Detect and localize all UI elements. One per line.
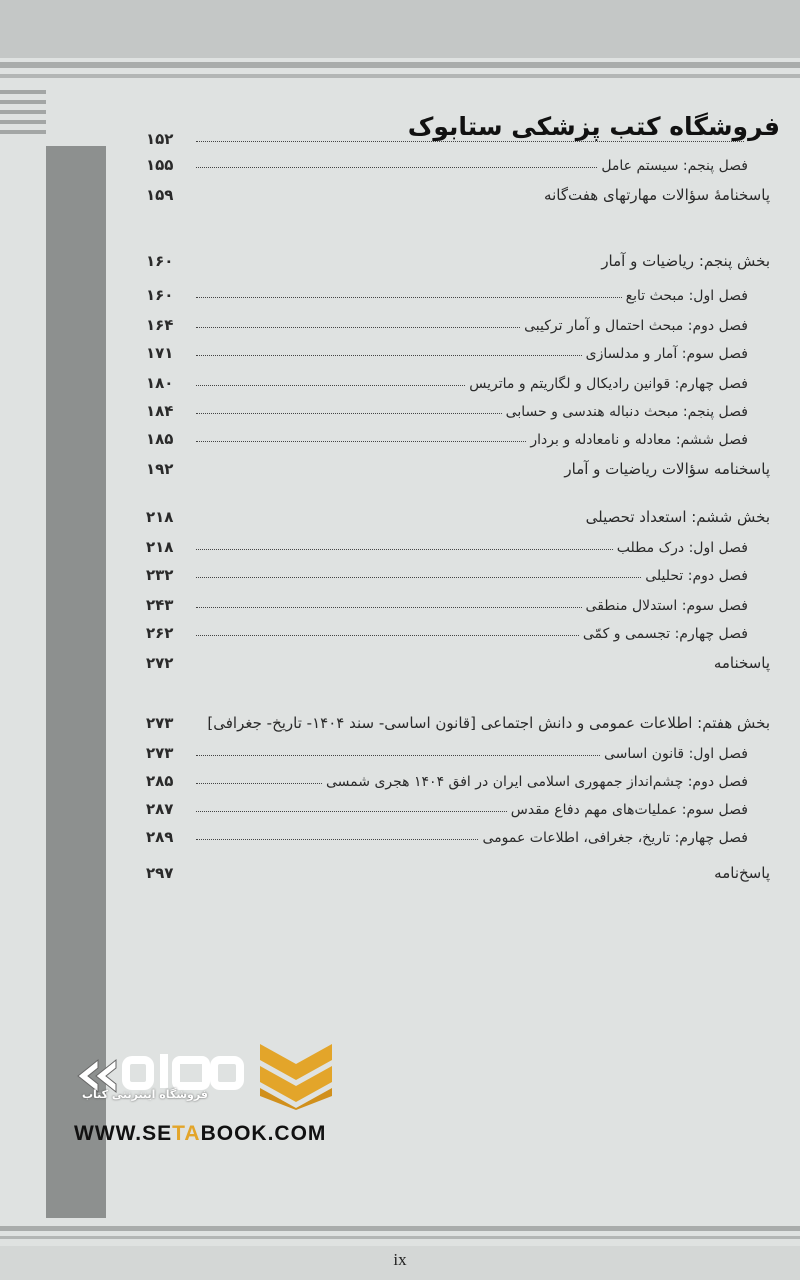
- toc-entry-label: بخش هفتم: اطلاعات عمومی و دانش اجتماعی [قانون اساسی- سند ۱۴۰۴- تاریخ- جغرافی]: [207, 714, 770, 732]
- dot-leader: [196, 296, 622, 298]
- toc-page-number: ۲۸۷: [146, 800, 174, 818]
- toc-entry-label: پاسخنامه سؤالات ریاضیات و آمار: [564, 460, 770, 478]
- toc-entry-label: فصل سوم: استدلال منطقی: [585, 598, 748, 614]
- dot-leader: [196, 782, 322, 784]
- toc-page-number: ۲۸۵: [146, 772, 174, 790]
- dot-leader: [196, 354, 582, 356]
- toc-entry-label: فصل پنجم: سیستم عامل: [601, 158, 748, 174]
- toc-page-number: ۱۸۵: [146, 430, 174, 448]
- toc-chapter-row: [120, 760, 770, 790]
- toc-page-number: ۱۸۰: [146, 374, 174, 392]
- dot-leader: [196, 665, 710, 666]
- toc-page-number: ۲۷۲: [146, 654, 174, 672]
- dot-leader: [196, 519, 582, 520]
- toc-entry-label: فصل سوم: عملیات‌های مهم دفاع مقدس: [510, 802, 748, 818]
- page-number: ix: [393, 1250, 407, 1269]
- top-stripe-line: [0, 74, 800, 78]
- toc-page-number: ۱۶۰: [146, 252, 174, 270]
- toc-chapter-row: [120, 144, 770, 174]
- toc-page-number: ۱۶۴: [146, 316, 174, 334]
- toc-chapter-row: [120, 732, 770, 762]
- url-prefix: WWW.SE: [74, 1122, 173, 1145]
- toc-chapter-row: [120, 390, 770, 420]
- toc-entry-label: فصل پنجم: مبحث دنباله هندسی و حسابی: [505, 404, 748, 420]
- toc-page-number: ۱۸۴: [146, 402, 174, 420]
- toc-page-number: ۲۴۳: [146, 596, 174, 614]
- left-bar: [0, 130, 46, 134]
- url-suffix: BOOK.COM: [200, 1122, 327, 1145]
- dot-leader: [196, 838, 478, 840]
- toc-page-number: ۲۹۷: [146, 864, 174, 882]
- toc-page-number: ۲۱۸: [146, 508, 174, 526]
- toc-section-row: [120, 240, 770, 270]
- toc-page-number: ۱۵۲: [146, 130, 174, 148]
- dot-leader: [196, 548, 613, 550]
- top-stripe: [0, 0, 800, 58]
- toc-section-row: [120, 702, 770, 732]
- dot-leader: [196, 326, 520, 328]
- toc-chapter-row: [120, 274, 770, 304]
- toc-page-number: ۱۹۲: [146, 460, 174, 478]
- toc-chapter-row: [120, 526, 770, 556]
- toc-entry-label: فصل اول: قانون اساسی: [604, 746, 748, 762]
- dot-leader: [196, 754, 600, 756]
- left-bar: [0, 90, 46, 94]
- toc-entry-label: بخش پنجم: ریاضیات و آمار: [601, 252, 770, 270]
- toc-entry-label: بخش ششم: استعداد تحصیلی: [585, 508, 770, 526]
- toc-entry-label: فصل چهارم: تجسمی و کمّی: [582, 626, 748, 642]
- toc-chapter-row: [120, 612, 770, 642]
- bottom-stripe-line: [0, 1226, 800, 1231]
- dot-leader: [196, 634, 579, 636]
- dot-leader: [196, 440, 526, 442]
- toc-section-row: [120, 642, 770, 672]
- toc-page-number: ۱۶۰: [146, 286, 174, 304]
- left-bar: [0, 120, 46, 124]
- dot-leader: [196, 197, 540, 198]
- toc-entry-label: فصل ششم: معادله و نامعادله و بردار: [530, 432, 748, 448]
- left-bar: [0, 110, 46, 114]
- watermark-banner: فروشگاه کتب پزشکی ستابوک: [407, 112, 780, 141]
- toc-page-number: ۲۷۳: [146, 744, 174, 762]
- dot-leader: [196, 166, 597, 168]
- toc-chapter-row: [120, 304, 770, 334]
- toc-entry-label: فصل سوم: آمار و مدلسازی: [585, 346, 748, 362]
- toc-page-number: ۲۶۲: [146, 624, 174, 642]
- dot-leader: [196, 576, 641, 578]
- chevron-logo-icon: [256, 1040, 336, 1110]
- toc-entry-label: فصل چهارم: تاریخ، جغرافی، اطلاعات عمومی: [482, 830, 748, 846]
- toc-page-number: ۱۷۱: [146, 344, 174, 362]
- toc-entry-label: پاسخنامه: [713, 654, 770, 672]
- toc-entry-label: فصل دوم: چشم‌انداز جمهوری اسلامی ایران در افق ۱۴۰۴ هجری شمسی: [326, 774, 748, 790]
- toc-section-row: [120, 852, 770, 882]
- bottom-stripe-line: [0, 1236, 800, 1239]
- toc-chapter-row: [120, 816, 770, 846]
- toc-entry-label: فصل اول: مبحث تابع: [625, 288, 748, 304]
- toc-entry-label: فصل اول: درک مطلب: [616, 540, 748, 556]
- toc-chapter-row: [120, 584, 770, 614]
- toc-entry-label: فصل چهارم: قوانین رادیکال و لگاریتم و ماتریس: [469, 376, 748, 392]
- toc-page-number: ۱۵۵: [146, 156, 174, 174]
- toc-page-number: ۲۷۳: [146, 714, 174, 732]
- website-url: [74, 1122, 326, 1146]
- url-accent: TA: [172, 1122, 201, 1145]
- toc-chapter-row: [120, 788, 770, 818]
- dot-leader: [196, 471, 560, 472]
- toc-entry-label: پاسخنامهٔ سؤالات مهارتهای هفت‌گانه: [544, 186, 770, 204]
- dot-leader: [196, 412, 502, 414]
- left-bar: [0, 100, 46, 104]
- toc-page-number: ۲۱۸: [146, 538, 174, 556]
- toc-entry-label: فصل دوم: مبحث احتمال و آمار ترکیبی: [524, 318, 748, 334]
- toc-chapter-row: [120, 332, 770, 362]
- toc-entry-label: فصل دوم: تحلیلی: [645, 568, 748, 584]
- dot-leader: [196, 606, 582, 608]
- dot-leader: [196, 384, 465, 386]
- dot-leader: [196, 875, 710, 876]
- dot-leader: [196, 263, 597, 264]
- logo-subtitle: فروشگاه اینترنتی کتاب: [82, 1088, 208, 1101]
- toc-section-row: [120, 496, 770, 526]
- toc-section-row: [120, 174, 770, 204]
- dot-leader: [196, 810, 507, 812]
- toc-chapter-row: [120, 362, 770, 392]
- toc-page-number: ۱۵۹: [146, 186, 174, 204]
- toc-chapter-row: [120, 554, 770, 584]
- setabook-logo: [64, 1040, 344, 1150]
- toc-page-number: ۲۸۹: [146, 828, 174, 846]
- toc-chapter-row: [120, 418, 770, 448]
- dot-leader: [196, 725, 203, 726]
- toc-entry-label: پاسخ‌نامه: [714, 864, 770, 882]
- toc-page-number: ۲۳۲: [146, 566, 174, 584]
- toc-section-row: [120, 448, 770, 478]
- top-stripe-line: [0, 62, 800, 68]
